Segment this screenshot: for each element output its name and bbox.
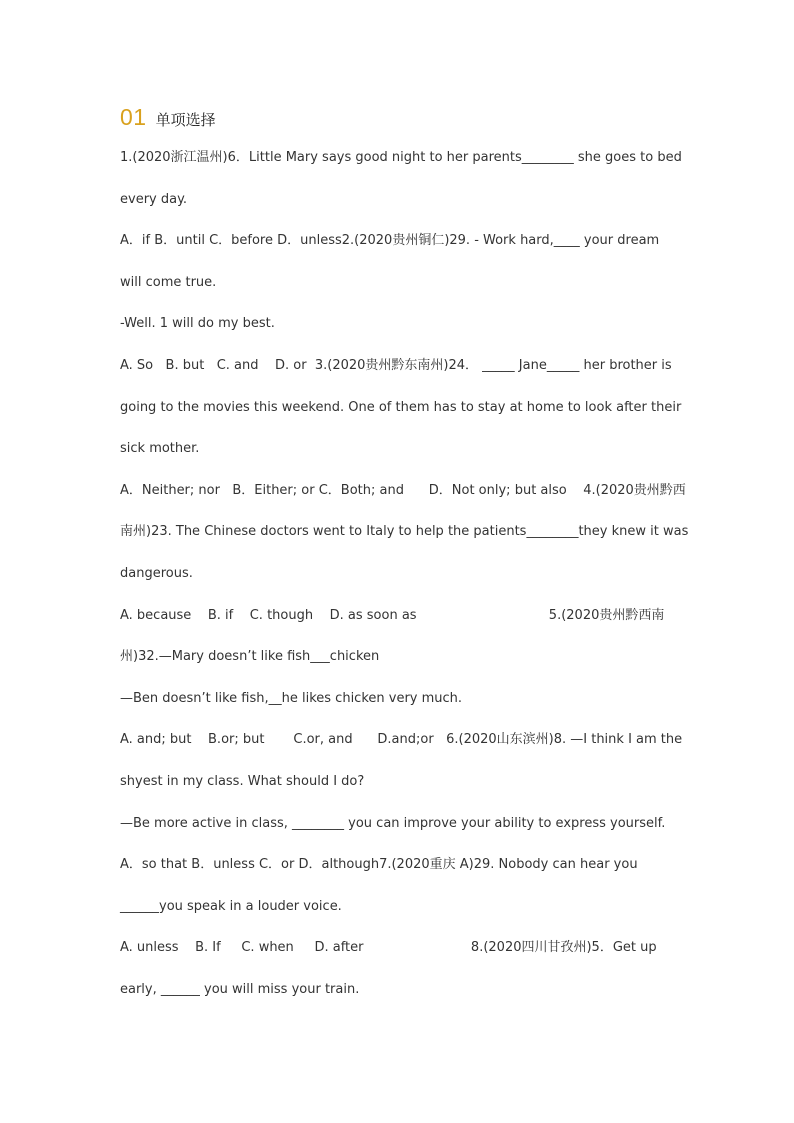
question-line: 南州)23. The Chinese doctors went to Italy to help the patients________they knew it was bbox=[120, 524, 689, 539]
question-line: sick mother. bbox=[120, 441, 200, 456]
section-title: 单项选择 bbox=[155, 111, 216, 129]
question-line: dangerous. bbox=[120, 566, 193, 581]
question-line: early, ______ you will miss your train. bbox=[120, 982, 360, 997]
question-line: will come true. bbox=[120, 275, 217, 290]
question-line: A．if B．until C．before D．unless2.(2020贵州铜仁)29. - Work hard,____ your dream bbox=[120, 233, 660, 248]
question-line: A．Neither; nor B．Either; or C．Both; and D．Not only; but also 4.(2020贵州黔西 bbox=[120, 483, 686, 498]
question-line: A. So B. but C. and D. or 3.(2020贵州黔东南州)24． _____ Jane_____ her brother is bbox=[120, 358, 672, 373]
question-line: 1.(2020浙江温州)6．Little Mary says good night to her parents________ she goes to bed bbox=[120, 150, 682, 165]
question-line: every day. bbox=[120, 192, 188, 207]
question-line: A．so that B．unless C．or D．although7.(2020重庆 A)29. Nobody can hear you bbox=[120, 857, 638, 872]
question-line: shyest in my class. What should I do? bbox=[120, 774, 365, 789]
question-line: —Ben doesn’t like fish,__he likes chicken very much. bbox=[120, 691, 463, 706]
question-line: 州)32.—Mary doesn’t like fish___chicken bbox=[120, 649, 380, 664]
question-line: A. and; but B.or; but C.or, and D.and;or 6.(2020山东滨州)8. —I think I am the bbox=[120, 732, 683, 747]
question-line: -Well. 1 will do my best. bbox=[120, 316, 275, 331]
question-line: —Be more active in class, ________ you can improve your ability to express yourself. bbox=[120, 816, 666, 831]
question-line: A. because B. if C. though D. as soon as 5.(2020贵州黔西南 bbox=[120, 608, 665, 623]
question-line: ______you speak in a louder voice. bbox=[120, 899, 342, 914]
question-line: going to the movies this weekend. One of them has to stay at home to look after their bbox=[120, 400, 682, 415]
section-number: 01 bbox=[120, 104, 147, 130]
section-heading bbox=[120, 104, 216, 132]
question-line: A. unless B. If C. when D. after 8.(2020四川甘孜州)5．Get up bbox=[120, 940, 657, 955]
